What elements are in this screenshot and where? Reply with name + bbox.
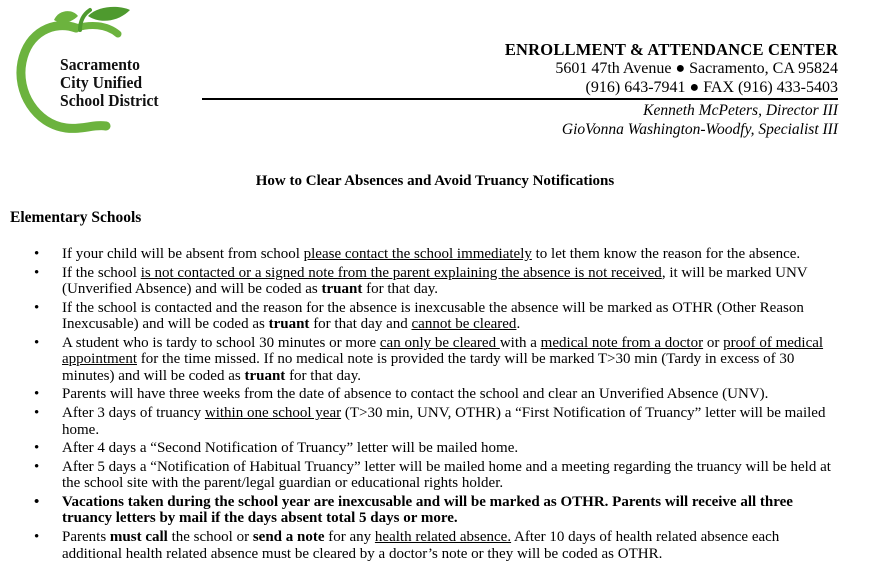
phone-number: (916) 643-7941 [585,79,686,96]
underlined-text: can only be cleared [379,334,500,351]
bold-text: truant [244,367,286,384]
underlined-text: please contact the school immediately [303,246,532,262]
bold-text: send a note [252,529,325,546]
list-item [0,265,870,298]
center-contact-block [505,40,838,97]
text: After 10 days of health related absence each additional health related absence must be cleared by a doctor’s note or they will be coded as OTHR. [62,529,780,562]
text: If your child will be absent from school [62,246,304,262]
bullet-separator-icon: ● [675,60,686,77]
text: After 5 days a “Notification of Habitual Truancy” letter will be mailed home and a meeting regarding the truancy will be held at the school site with the parent/legal guardian or educational rights holder. [62,458,831,492]
center-name: ENROLLMENT & ATTENDANCE CENTER [504,40,838,59]
logo-line-1: Sacramento [60,55,140,74]
phone-line [505,78,838,97]
list-item [0,405,870,438]
list-item [0,386,870,402]
list-item [0,300,870,333]
logo-text [60,56,180,110]
list-item [0,529,870,562]
text: , it will be marked UNV (Unverified Absence) and will be coded as [62,264,808,298]
list-item [0,440,870,456]
text: If the school [62,264,141,281]
header-divider [202,98,838,100]
staff-specialist: GioVonna Washington-Woodfy, Specialist III [561,121,838,138]
list-item [0,335,870,384]
underlined-text: within one school year [204,405,342,422]
section-heading: Elementary Schools [10,209,142,226]
text: the school or [167,529,253,546]
document-title: How to Clear Absences and Avoid Truancy Notifications [255,173,615,189]
text: (T>30 min, UNV, OTHR) a “First Notification of Truancy” letter will be mailed home. [62,405,826,438]
address-street: 5601 47th Avenue [555,60,672,77]
staff-block [562,101,838,139]
address-city: Sacramento, CA 95824 [689,60,838,77]
text: After 4 days a “Second Notification of Truancy” letter will be mailed home. [62,440,519,457]
text: After 3 days of truancy [62,405,205,422]
text: Parents will have three weeks from the date of absence to contact the school and clear an Unverified Absence (UNV). [62,386,769,403]
fax-number: FAX (916) 433-5403 [703,79,838,96]
district-logo [14,6,174,134]
underlined-text: health related absence. [374,529,512,546]
text: to let them know the reason for the absence. [531,246,801,262]
underlined-text: medical note from a doctor [540,334,704,351]
text: . [516,316,521,333]
logo-line-2: City Unified [60,73,143,92]
text: A student who is tardy to school 30 minutes or more [62,334,380,351]
list-item [0,459,870,492]
underlined-text: is not contacted or a signed note from the parent explaining the absence is not received [140,264,662,281]
list-item [0,246,870,262]
text: for that day and [309,316,412,333]
underlined-text: cannot be cleared [411,316,517,333]
bold-text: must call [109,529,168,546]
bold-text: truant [321,281,363,298]
policy-list [0,246,870,564]
text: or [703,334,724,351]
bold-text: Vacations taken during the school year are inexcusable and will be marked as OTHR. Parents will receive all three truancy letters by mail if the days absent total 5 days or more. [62,494,793,527]
bold-text: truant [268,316,310,333]
text: If the school is contacted and the reason for the absence is inexcusable the absence will be marked as OTHR (Other Reason Inexcusable) and will be coded as [62,299,804,333]
list-item [0,494,870,527]
staff-director: Kenneth McPeters, Director III [643,102,838,119]
bullet-separator-icon: ● [689,79,700,96]
logo-line-3: School District [60,91,159,110]
text: for any [324,529,375,546]
text: Parents [62,529,110,546]
underlined-text: proof of medical appointment [62,334,824,368]
address-line [505,59,838,78]
text: for that day. [285,367,361,384]
text: with a [499,334,541,351]
text: for that day. [362,281,439,298]
text: for the time missed. If no medical note is provided the tardy will be marked T>30 min (Tardy in excess of 30 minutes) and will be coded as [62,351,795,384]
